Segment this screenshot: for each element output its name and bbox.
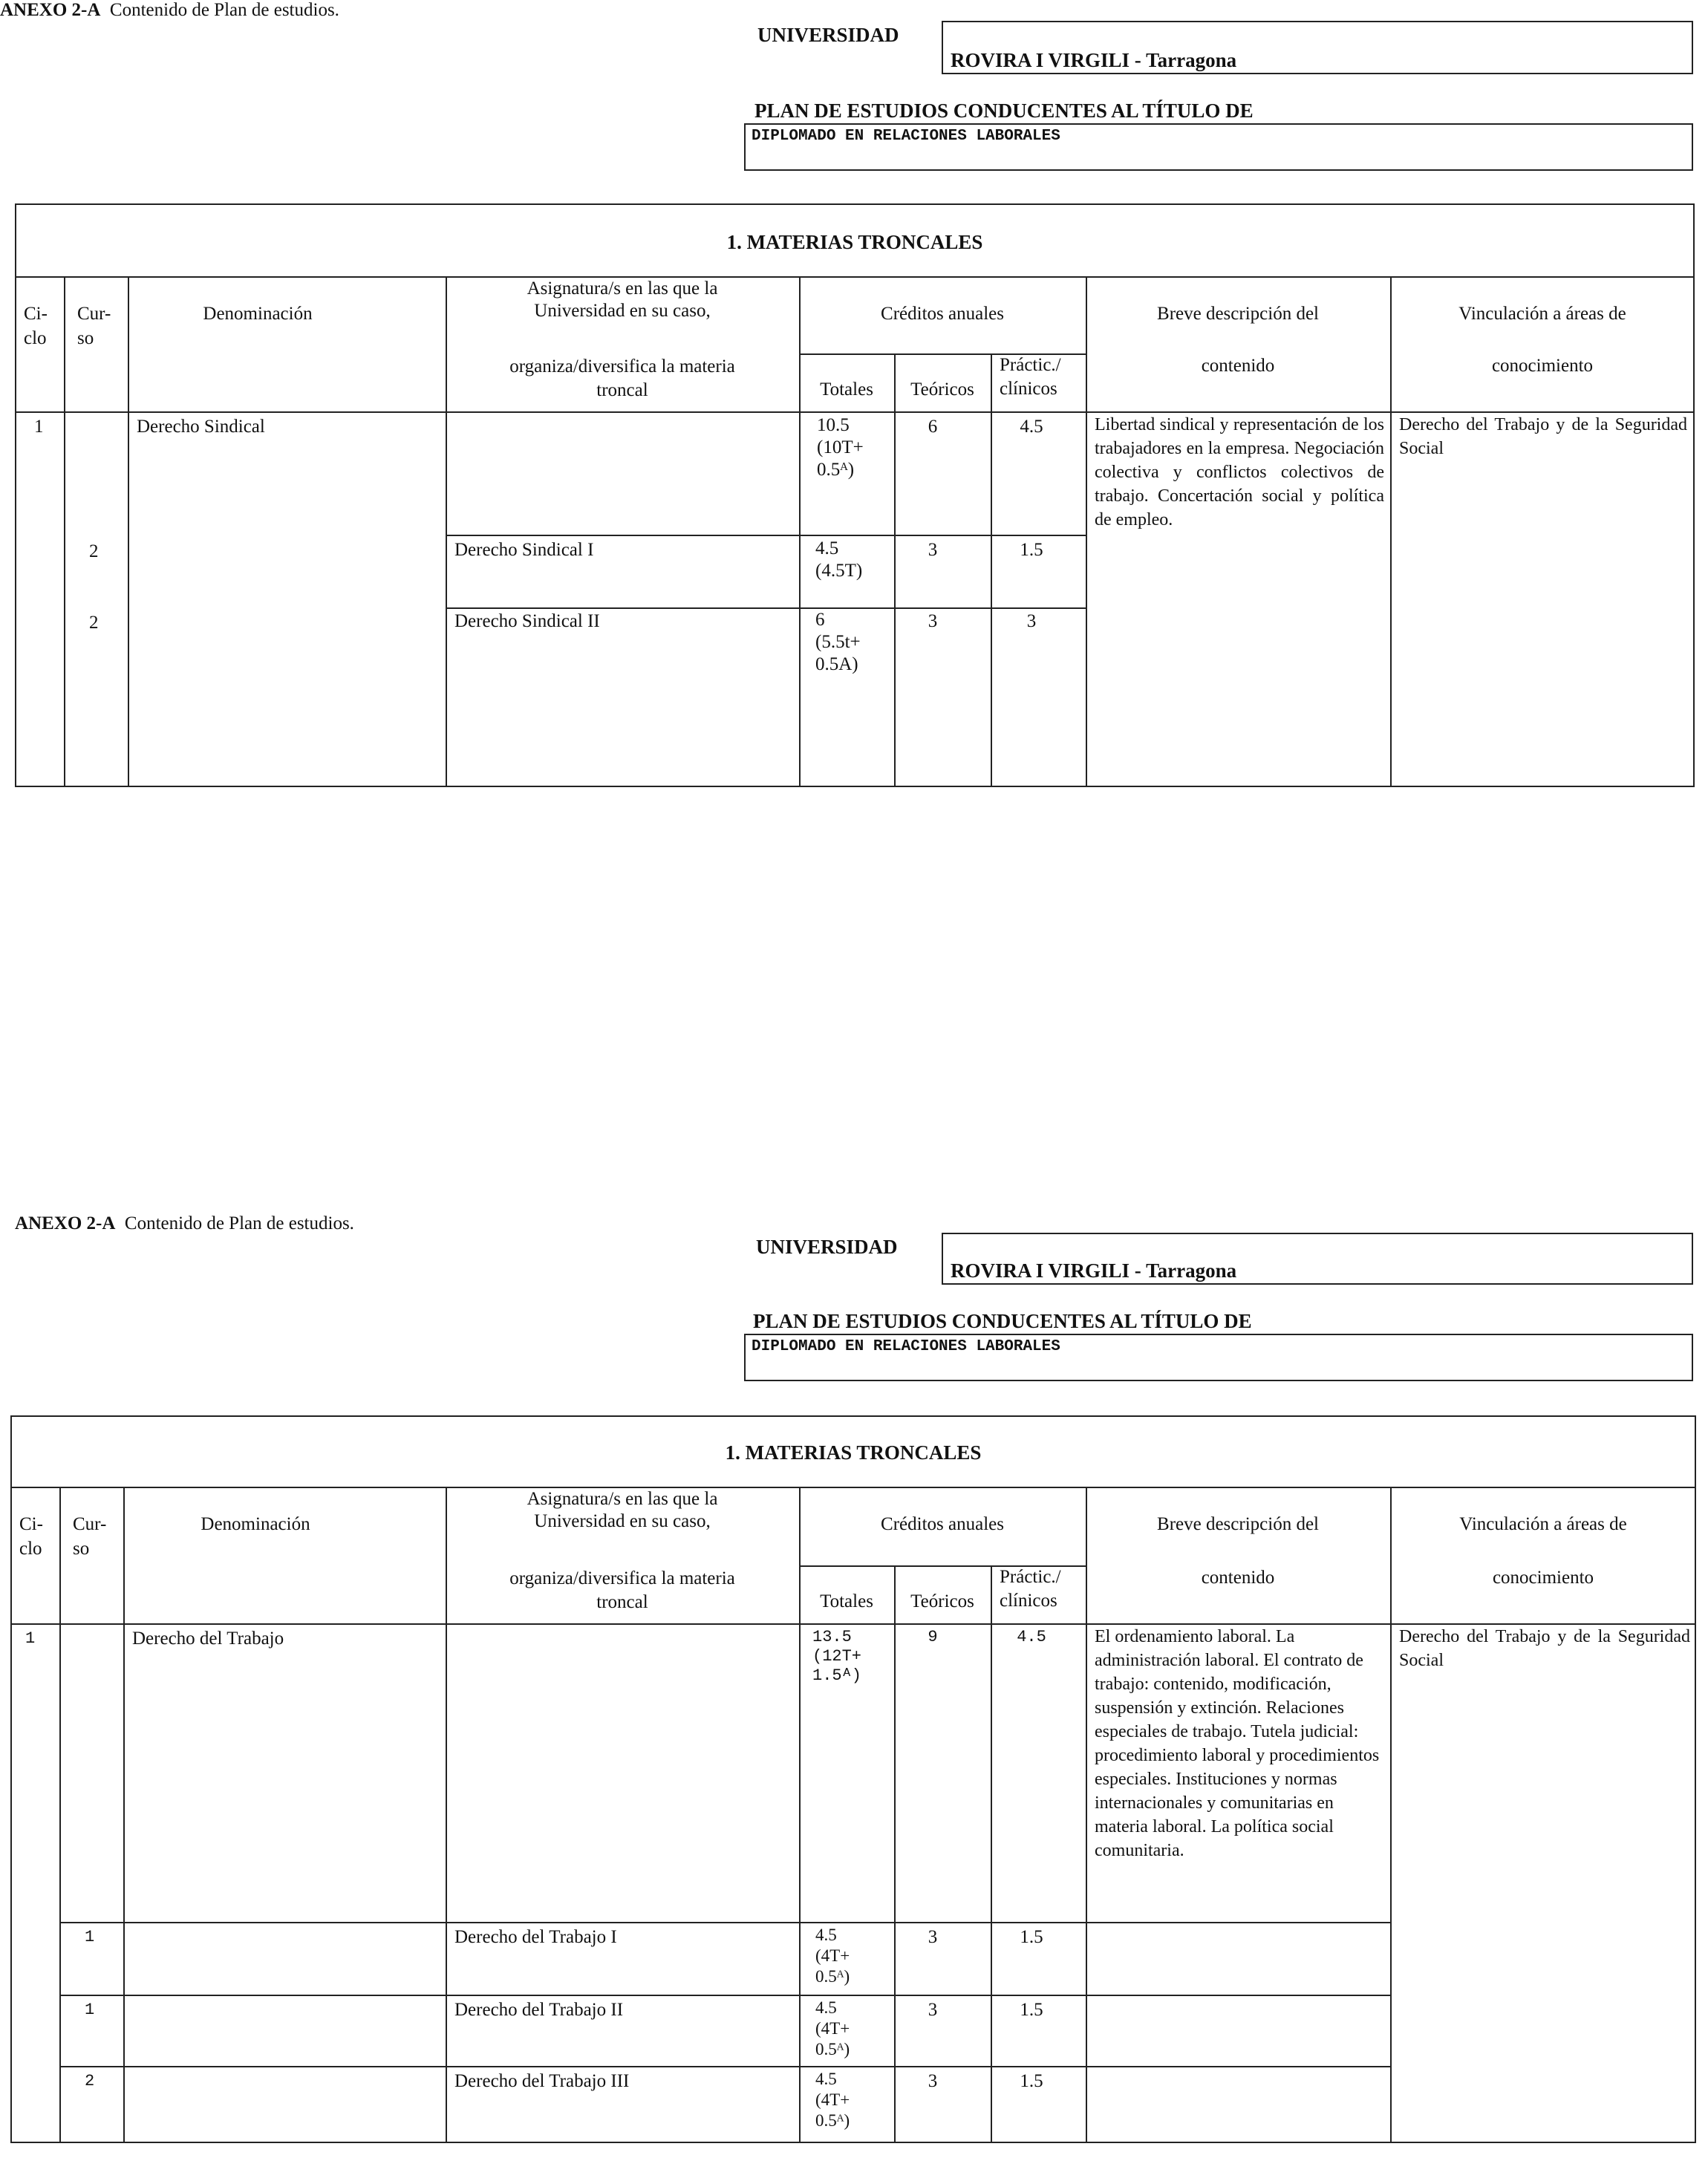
row-practicos: 1.5: [1020, 2071, 1043, 2091]
row-teoricos: 9: [928, 1628, 938, 1646]
universidad-value: ROVIRA I VIRGILI - Tarragona: [951, 49, 1237, 71]
row-ciclo: 1: [34, 417, 44, 437]
row-teoricos: 3: [928, 2071, 938, 2091]
row-totales: 13.5 (12T+ 1.5ᴬ): [812, 1628, 862, 1685]
row-practicos: 4.5: [1020, 417, 1043, 437]
page-2: [0, 1188, 1708, 2158]
row-teoricos: 3: [928, 1927, 938, 1947]
header-curso: Cur- so: [73, 1514, 107, 1559]
page-1: [0, 0, 1708, 817]
row-teoricos: 3: [928, 611, 938, 631]
row-teoricos: 3: [928, 540, 938, 560]
anexo-description: Contenido de Plan de estudios.: [109, 0, 339, 20]
row-teoricos: 3: [928, 2000, 938, 2020]
row-practicos: 4.5: [1017, 1628, 1046, 1646]
row-totales: 4.5 (4T+ 0.5ᴬ): [815, 2070, 850, 2130]
universidad-label: UNIVERSIDAD: [757, 24, 899, 46]
titulo-value: DIPLOMADO EN RELACIONES LABORALES: [752, 128, 1060, 145]
rule: [64, 276, 65, 787]
header-vinc-1: Vinculación a áreas de: [1459, 1514, 1627, 1534]
section-title: 1. MATERIAS TRONCALES: [725, 1441, 982, 1464]
header-breve-1: Breve descripción del: [1157, 1514, 1319, 1534]
header-asignatura-2: organiza/diversifica la materia troncal: [509, 356, 735, 400]
row-denominacion: Derecho del Trabajo: [132, 1629, 284, 1649]
header-creditos: Créditos anuales: [881, 304, 1004, 324]
rule: [59, 1487, 61, 2143]
rule: [59, 2066, 1392, 2067]
row-totales: 4.5 (4T+ 0.5ᴬ): [815, 1998, 850, 2058]
rule: [446, 276, 447, 787]
header-breve-2: contenido: [1201, 1568, 1275, 1588]
anexo-number: ANEXO 2-A: [15, 1213, 116, 1233]
row-asignatura: Derecho Sindical II: [454, 611, 600, 631]
header-asignatura-1: Asignatura/s en las que la Universidad en su caso,: [527, 1489, 718, 1531]
header-vinc-2: conocimiento: [1491, 356, 1594, 376]
header-practicos: Práctic./ clínicos: [1000, 1567, 1061, 1611]
rule: [59, 1922, 1392, 1923]
descripcion: El ordenamiento laboral. La administración laboral. El contrato de trabajo: contenido, modificación, suspensión y extinción. Relaciones especiales de trabajo. Tutela judicial: procedimiento laboral y procedimientos especiales. Instituciones y normas internacionales y comunitarias en materia laboral. La política social comunitaria.: [1095, 1627, 1380, 1860]
row-curso: 2: [89, 541, 99, 561]
materias-table: [15, 203, 1695, 787]
row-practicos: 1.5: [1020, 1927, 1043, 1947]
row-asignatura: Derecho del Trabajo II: [454, 2000, 624, 2020]
vinculacion: Derecho del Trabajo y de la Seguridad Social: [1399, 1627, 1690, 1670]
row-ciclo: 1: [25, 1629, 36, 1648]
rule: [59, 1995, 1392, 1996]
header-denominacion: Denominación: [201, 1514, 310, 1534]
row-totales: 4.5 (4T+ 0.5ᴬ): [815, 1926, 850, 1986]
descripcion: Libertad sindical y representación de los trabajadores en la empresa. Negociación colectiva y conflictos colectivos de trabajo. Concertación social y política de empleo.: [1095, 415, 1384, 529]
anexo-header: [0, 0, 339, 21]
header-totales: Totales: [820, 379, 873, 400]
header-asignatura-2: organiza/diversifica la materia troncal: [509, 1568, 735, 1612]
row-curso: 2: [85, 2072, 95, 2090]
header-teoricos: Teóricos: [910, 1591, 974, 1611]
rule: [799, 276, 801, 787]
rule: [123, 1487, 125, 2143]
titulo-value: DIPLOMADO EN RELACIONES LABORALES: [752, 1338, 1060, 1355]
header-totales: Totales: [820, 1591, 873, 1611]
rule: [991, 1565, 992, 2143]
row-totales: 6 (5.5t+ 0.5A): [815, 610, 861, 674]
row-totales: 10.5 (10T+ 0.5ᴬ): [817, 415, 864, 480]
header-creditos: Créditos anuales: [881, 1514, 1004, 1534]
row-asignatura: Derecho del Trabajo III: [454, 2071, 630, 2091]
row-practicos: 1.5: [1020, 540, 1043, 560]
header-vinc-2: conocimiento: [1492, 1568, 1594, 1588]
rule: [799, 1487, 801, 2143]
plan-label: PLAN DE ESTUDIOS CONDUCENTES AL TÍTULO DE: [753, 1310, 1252, 1332]
universidad-value: ROVIRA I VIRGILI - Tarragona: [951, 1259, 1237, 1282]
header-teoricos: Teóricos: [910, 379, 974, 400]
section-title: 1. MATERIAS TRONCALES: [726, 231, 983, 253]
universidad-label: UNIVERSIDAD: [756, 1236, 898, 1258]
rule: [128, 276, 129, 787]
rule: [446, 535, 1086, 536]
header-ciclo: Ci- clo: [19, 1514, 43, 1559]
row-asignatura: Derecho del Trabajo I: [454, 1927, 617, 1947]
row-practicos: 1.5: [1020, 2000, 1043, 2020]
header-vinc-1: Vinculación a áreas de: [1458, 304, 1626, 324]
row-curso: 1: [85, 1928, 95, 1946]
row-asignatura: Derecho Sindical I: [454, 540, 594, 560]
header-ciclo: Ci- clo: [24, 304, 48, 348]
header-denominacion: Denominación: [203, 304, 313, 324]
anexo-number: ANEXO 2-A: [0, 0, 101, 20]
rule: [894, 1565, 896, 2143]
row-denominacion: Derecho Sindical: [137, 417, 265, 437]
row-curso: 2: [89, 613, 99, 633]
anexo-header: [15, 1213, 354, 1234]
plan-label: PLAN DE ESTUDIOS CONDUCENTES AL TÍTULO DE: [754, 100, 1254, 122]
header-practicos: Práctic./ clínicos: [1000, 355, 1061, 399]
header-curso: Cur- so: [77, 304, 111, 348]
row-practicos: 3: [1026, 611, 1037, 631]
row-teoricos: 6: [928, 417, 938, 437]
row-totales: 4.5 (4.5T): [815, 538, 863, 581]
anexo-description: Contenido de Plan de estudios.: [124, 1213, 354, 1233]
header-breve-1: Breve descripción del: [1157, 304, 1319, 324]
row-curso: 1: [85, 2001, 95, 2019]
header-asignatura-1: Asignatura/s en las que la Universidad en su caso,: [527, 278, 718, 321]
rule: [10, 1487, 1696, 1488]
rule: [15, 276, 1695, 278]
header-breve-2: contenido: [1201, 356, 1275, 376]
vinculacion: Derecho del Trabajo y de la Seguridad Social: [1399, 415, 1687, 458]
